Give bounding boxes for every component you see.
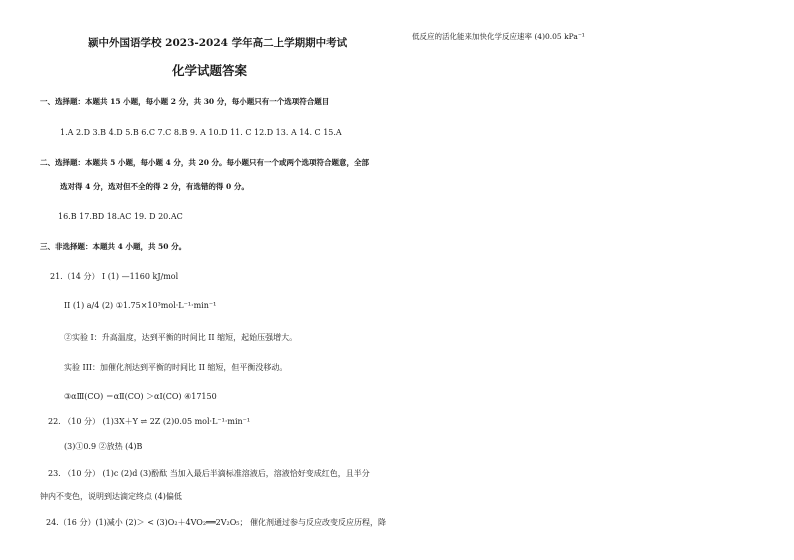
section3-heading: 三、非选择题：本题共 4 小题，共 50 分。 <box>40 242 187 251</box>
section2-heading-line1: 二、选择题：本题共 5 小题，每小题 4 分，共 20 分。每小题只有一个或两个选项符合题意，全部 <box>40 158 370 167</box>
section2-answers: 16.B 17.BD 18.AC 19. D 20.AC <box>58 212 183 221</box>
school-exam-title: 颍中外国语学校 2023-2024 学年高二上学期期中考试 <box>88 37 348 49</box>
q21-line5: ③αⅢ(CO) ＝αⅡ(CO) ＞αⅠ(CO) ④17150 <box>64 392 217 401</box>
section1-answers: 1.A 2.D 3.B 4.D 5.B 6.C 7.C 8.B 9. A 10.D 11. C 12.D 13. A 14. C 15.A <box>60 128 342 137</box>
right-column-continuation: 低反应的活化能来加快化学反应速率 (4)0.05 kPa⁻¹ <box>412 32 585 41</box>
subject-answer-title: 化学试题答案 <box>172 63 248 78</box>
q23-line1: 23. （10 分） (1)c (2)d (3)酚酞 当加入最后半滴标准溶液后，溶液恰好变成红色，且半分 <box>48 469 370 478</box>
q22-line2: (3)①0.9 ②放热 (4)B <box>64 442 143 451</box>
q23-line2: 钟内不变色，说明到达滴定终点 (4)偏低 <box>40 492 182 501</box>
q22-line1: 22. （10 分） (1)3X＋Y ⇌ 2Z (2)0.05 mol·L⁻¹·min⁻¹ <box>48 417 251 426</box>
section2-heading-line2: 选对得 4 分，选对但不全的得 2 分，有选错的得 0 分。 <box>60 182 249 191</box>
q21-line2: II (1) a/4 (2) ①1.75×10³mol·L⁻¹·min⁻¹ <box>64 301 217 310</box>
q24-line1: 24.（16 分）(1)减小 (2)＞ < (3)O₂＋4VO₂══2V₂O₅； 催化剂通过参与反应改变反应历程，降 <box>46 518 387 527</box>
section1-heading: 一、选择题：本题共 15 小题，每小题 2 分，共 30 分，每小题只有一个选项符合题目 <box>40 97 330 106</box>
q21-line1: 21.（14 分） I (1) —1160 kJ/mol <box>50 272 179 281</box>
q21-line3: ②实验 I：升高温度，达到平衡的时间比 II 缩短，起始压强增大。 <box>64 333 298 342</box>
q21-line4: 实验 III：加催化剂达到平衡的时间比 II 缩短，但平衡没移动。 <box>64 363 288 372</box>
